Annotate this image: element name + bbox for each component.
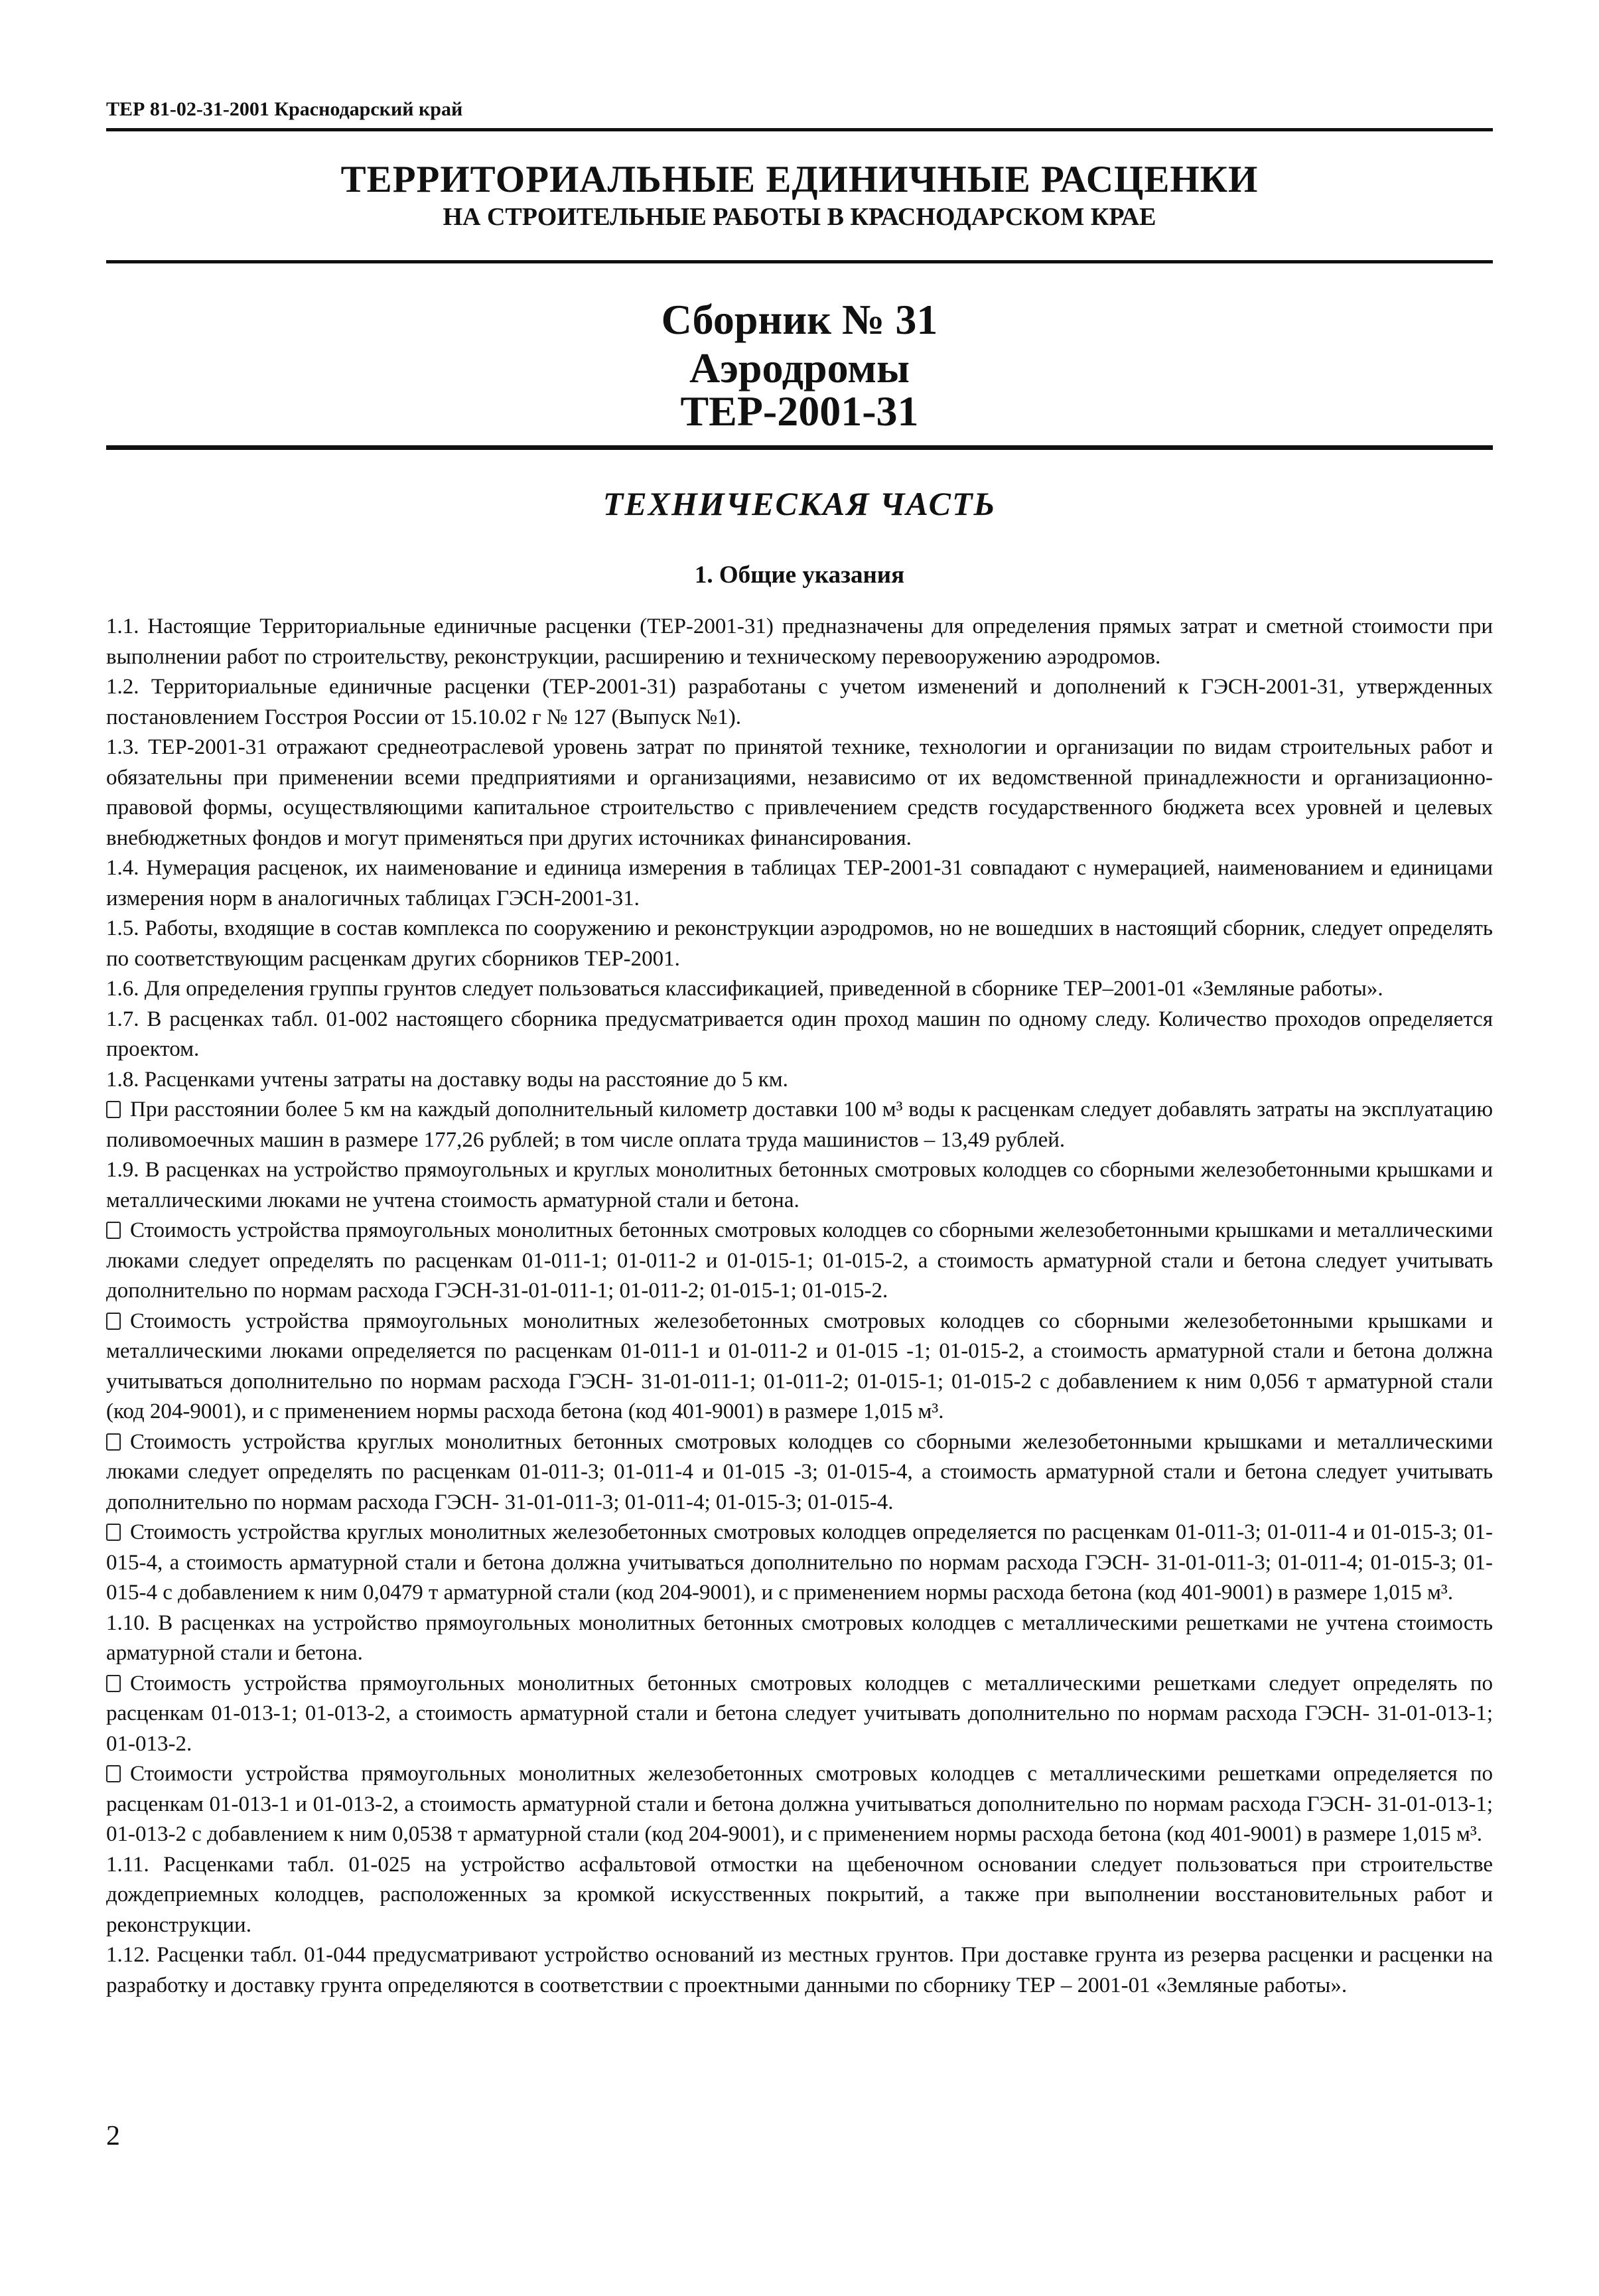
paragraph: 1.4. Нумерация расценок, их наименование и единица измерения в таблицах ТЕР-2001-31 совпадают с нумерацией, наименованием и единицами измерения норм в аналогичных таблицах ГЭСН-2001-31. bbox=[106, 856, 1493, 910]
document-subtitle: НА СТРОИТЕЛЬНЫЕ РАБОТЫ В КРАСНОДАРСКОМ КРАЕ bbox=[443, 203, 1156, 231]
bullet-paragraph bbox=[106, 1216, 1493, 1307]
paragraph: 1.8. Расценками учтены затраты на доставку воды на расстояние до 5 км. bbox=[106, 1067, 788, 1092]
paragraph: 1.1. Настоящие Территориальные единичные расценки (ТЕР-2001-31) предназначены для определения прямых затрат и сметной стоимости при выполнении работ по строительству, реконструкции, расширению и техническому перевооружению аэродромов. bbox=[106, 614, 1493, 669]
paragraph: 1.7. В расценках табл. 01-002 настоящего сборника предусматривается один проход машин по одному следу. Количество проходов определяется проектом. bbox=[106, 1007, 1493, 1061]
collection-name: Аэродромы bbox=[689, 344, 910, 392]
body-text bbox=[106, 612, 1493, 2001]
paragraph: 1.11. Расценками табл. 01-025 на устройство асфальтовой отмостки на щебеночном основании следует пользоваться при строительстве дождеприемных колодцев, расположенных за кромкой искусственных покрытий, а также при выполнении восстановительных работ и реконструкции. bbox=[106, 1852, 1493, 1937]
checkbox-marker-icon bbox=[106, 1222, 121, 1239]
paragraph: 1.2. Территориальные единичные расценки (ТЕР-2001-31) разработаны с учетом изменений и дополнений к ГЭСН-2001-31, утвержденных постановлением Госстроя России от 15.10.02 г № 127 (Выпуск №1). bbox=[106, 675, 1493, 729]
checkbox-marker-icon bbox=[106, 1433, 121, 1451]
bullet-paragraph bbox=[106, 1759, 1493, 1850]
document-title: ТЕРРИТОРИАЛЬНЫЕ ЕДИНИЧНЫЕ РАСЦЕНКИ bbox=[340, 159, 1259, 200]
paragraph: 1.5. Работы, входящие в состав комплекса по сооружению и реконструкции аэродромов, но не вошедших в настоящий сборник, следует определять по соответствующим расценкам других сборников ТЕР-2001. bbox=[106, 916, 1493, 971]
checkbox-marker-icon bbox=[106, 1524, 121, 1541]
checkbox-marker-icon bbox=[106, 1675, 121, 1692]
bullet-text: Стоимости устройства прямоугольных монолитных железобетонных смотровых колодцев с металлическими решетками определяется по расценкам 01-013-1 и 01-013-2, а стоимость арматурной стали и бетона должна учитываться дополнительно по нормам расхода ГЭСН- 31-01-013-1; 01-013-2 с добавлением к ним 0,0538 т арматурной стали (код 204-9001), и с применением нормы расхода бетона (код 401-9001) в размере 1,015 м³. bbox=[106, 1762, 1493, 1846]
bullet-text: Стоимость устройства круглых монолитных бетонных смотровых колодцев со сборными железобетонными крышками и металлическими люками следует определять по расценкам 01-011-3; 01-011-4 и 01-015 -3; 01-015-4, а стоимость арматурной стали и бетона следует учитывать дополнительно по нормам расхода ГЭСН- 31-01-011-3; 01-011-4; 01-015-3; 01-015-4. bbox=[106, 1429, 1493, 1514]
section-title: 1. Общие указания bbox=[694, 561, 905, 589]
bullet-text: Стоимость устройства прямоугольных монолитных железобетонных смотровых колодцев со сборными железобетонными крышками и металлическими люками определяется по расценкам 01-011-1 и 01-011-2 и 01-015 -1; 01-015-2, а стоимость арматурной стали и бетона должна учитываться дополнительно по нормам расхода ГЭСН- 31-01-011-1; 01-011-2; 01-015-1; 01-015-2 с добавлением к ним 0,056 т арматурной стали (код 204-9001), и с применением нормы расхода бетона (код 401-9001) в размере 1,015 м³. bbox=[106, 1309, 1493, 1423]
title-rule bbox=[106, 260, 1493, 263]
checkbox-marker-icon bbox=[106, 1313, 121, 1330]
bullet-text: Стоимость устройства круглых монолитных железобетонных смотровых колодцев определяется по расценкам 01-011-3; 01-011-4 и 01-015-3; 01-015-4, а стоимость арматурной стали и бетона должна учитываться дополнительно по нормам расхода ГЭСН- 31-01-011-3; 01-011-4; 01-015-3; 01-015-4 с добавлением к ним 0,0479 т арматурной стали (код 204-9001), и с применением нормы расхода бетона (код 401-9001) в размере 1,015 м³. bbox=[106, 1520, 1493, 1605]
page-number: 2 bbox=[106, 2121, 120, 2151]
collection-code: ТЕР-2001-31 bbox=[680, 388, 919, 435]
bullet-text: Стоимость устройства прямоугольных монолитных бетонных смотровых колодцев со сборными железобетонными крышками и металлическими люками следует определять по расценкам 01-011-1; 01-011-2 и 01-015-1; 01-015-2, а стоимость арматурной стали и бетона следует учитывать дополнительно по нормам расхода ГЭСН-31-01-011-1; 01-011-2; 01-015-1; 01-015-2. bbox=[106, 1218, 1493, 1303]
bullet-text: Стоимость устройства прямоугольных монолитных бетонных смотровых колодцев с металлическими решетками следует определять по расценкам 01-013-1; 01-013-2, а стоимость арматурной стали и бетона следует учитывать дополнительно по нормам расхода ГЭСН- 31-01-013-1; 01-013-2. bbox=[106, 1671, 1493, 1756]
paragraph: 1.12. Расценки табл. 01-044 предусматривают устройство оснований из местных грунтов. При доставке грунта из резерва расценки и расценки на разработку и доставку грунта определяются в соответствии с проектными данными по сборнику ТЕР – 2001-01 «Земляные работы». bbox=[106, 1943, 1493, 1997]
bullet-paragraph bbox=[106, 1669, 1493, 1760]
bullet-paragraph bbox=[106, 1095, 1493, 1155]
paragraph: 1.6. Для определения группы грунтов следует пользоваться классификацией, приведенной в сборнике ТЕР–2001-01 «Земляные работы». bbox=[106, 977, 1383, 1001]
collection-number: Сборник № 31 bbox=[661, 296, 938, 343]
collection-rule bbox=[106, 445, 1493, 450]
checkbox-marker-icon bbox=[106, 1765, 121, 1782]
part-title: ТЕХНИЧЕСКАЯ ЧАСТЬ bbox=[602, 485, 997, 522]
bullet-text: При расстоянии более 5 км на каждый дополнительный километр доставки 100 м³ воды к расценкам следует добавлять затраты на эксплуатацию поливомоечных машин в размере 177,26 рублей; в том числе оплата труда машинистов – 13,49 рублей. bbox=[106, 1098, 1493, 1152]
paragraph: 1.9. В расценках на устройство прямоугольных и круглых монолитных бетонных смотровых колодцев со сборными железобетонными крышками и металлическими люками не учтена стоимость арматурной стали и бетона. bbox=[106, 1158, 1493, 1212]
bullet-paragraph bbox=[106, 1427, 1493, 1518]
paragraph: 1.3. ТЕР-2001-31 отражают среднеотраслевой уровень затрат по принятой технике, технологии и организации по видам строительных работ и обязательны при применении всеми предприятиями и организациями, независимо от их ведомственной принадлежности и организационно-правовой формы, осуществляющими капитальное строительство с привлечением средств государственного бюджета всех уровней и целевых внебюджетных фондов и могут применяться при других источниках финансирования. bbox=[106, 735, 1493, 850]
header-rule bbox=[106, 128, 1493, 131]
bullet-paragraph bbox=[106, 1307, 1493, 1427]
paragraph: 1.10. В расценках на устройство прямоугольных монолитных бетонных смотровых колодцев с металлическими решетками не учтена стоимость арматурной стали и бетона. bbox=[106, 1611, 1493, 1665]
checkbox-marker-icon bbox=[106, 1101, 121, 1118]
running-header: ТЕР 81-02-31-2001 Краснодарский край bbox=[106, 98, 463, 120]
bullet-paragraph bbox=[106, 1518, 1493, 1609]
